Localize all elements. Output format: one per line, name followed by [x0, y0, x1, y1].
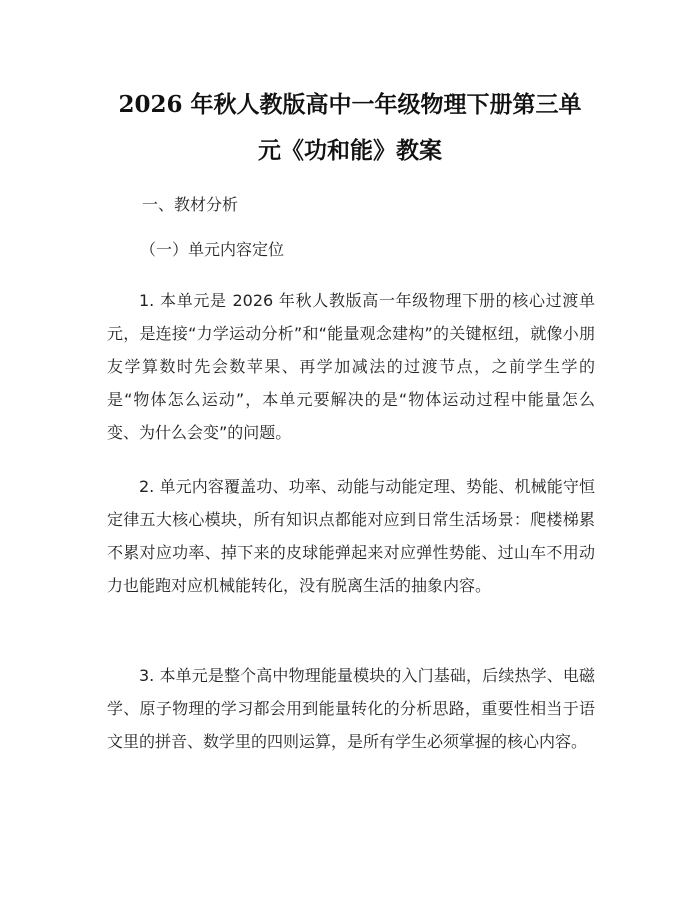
paragraph-1: 1. 本单元是 2026 年秋人教版高一年级物理下册的核心过渡单元，是连接“力学运动分析”和“能量观念建构”的关键枢纽，就像小朋友学算数时先会数苹果、再学加减法的过渡节点，之前学生学的是“物体怎么运动”，本单元要解决的是“物体运动过程中能量怎么变、为什么会变”的问题。 [107, 291, 595, 442]
subsection-heading-unit-positioning: （一）单元内容定位 [140, 240, 285, 259]
document-title-line-2: 元《功和能》教案 [258, 137, 442, 164]
document-title-line-1: 2026 年秋人教版高中一年级物理下册第三单 [118, 91, 582, 118]
paragraph-3: 3. 本单元是整个高中物理能量模块的入门基础，后续热学、电磁学、原子物理的学习都会用到能量转化的分析思路，重要性相当于语文里的拼音、数学里的四则运算，是所有学生必须掌握的核心内容。 [107, 666, 595, 751]
section-heading-textbook-analysis: 一、教材分析 [142, 195, 239, 214]
paragraph-2: 2. 单元内容覆盖功、功率、动能与动能定理、势能、机械能守恒定律五大核心模块，所有知识点都能对应到日常生活场景：爬楼梯累不累对应功率、掉下来的皮球能弹起来对应弹性势能、过山车不用动力也能跑对应机械能转化，没有脱离生活的抽象内容。 [107, 477, 595, 595]
